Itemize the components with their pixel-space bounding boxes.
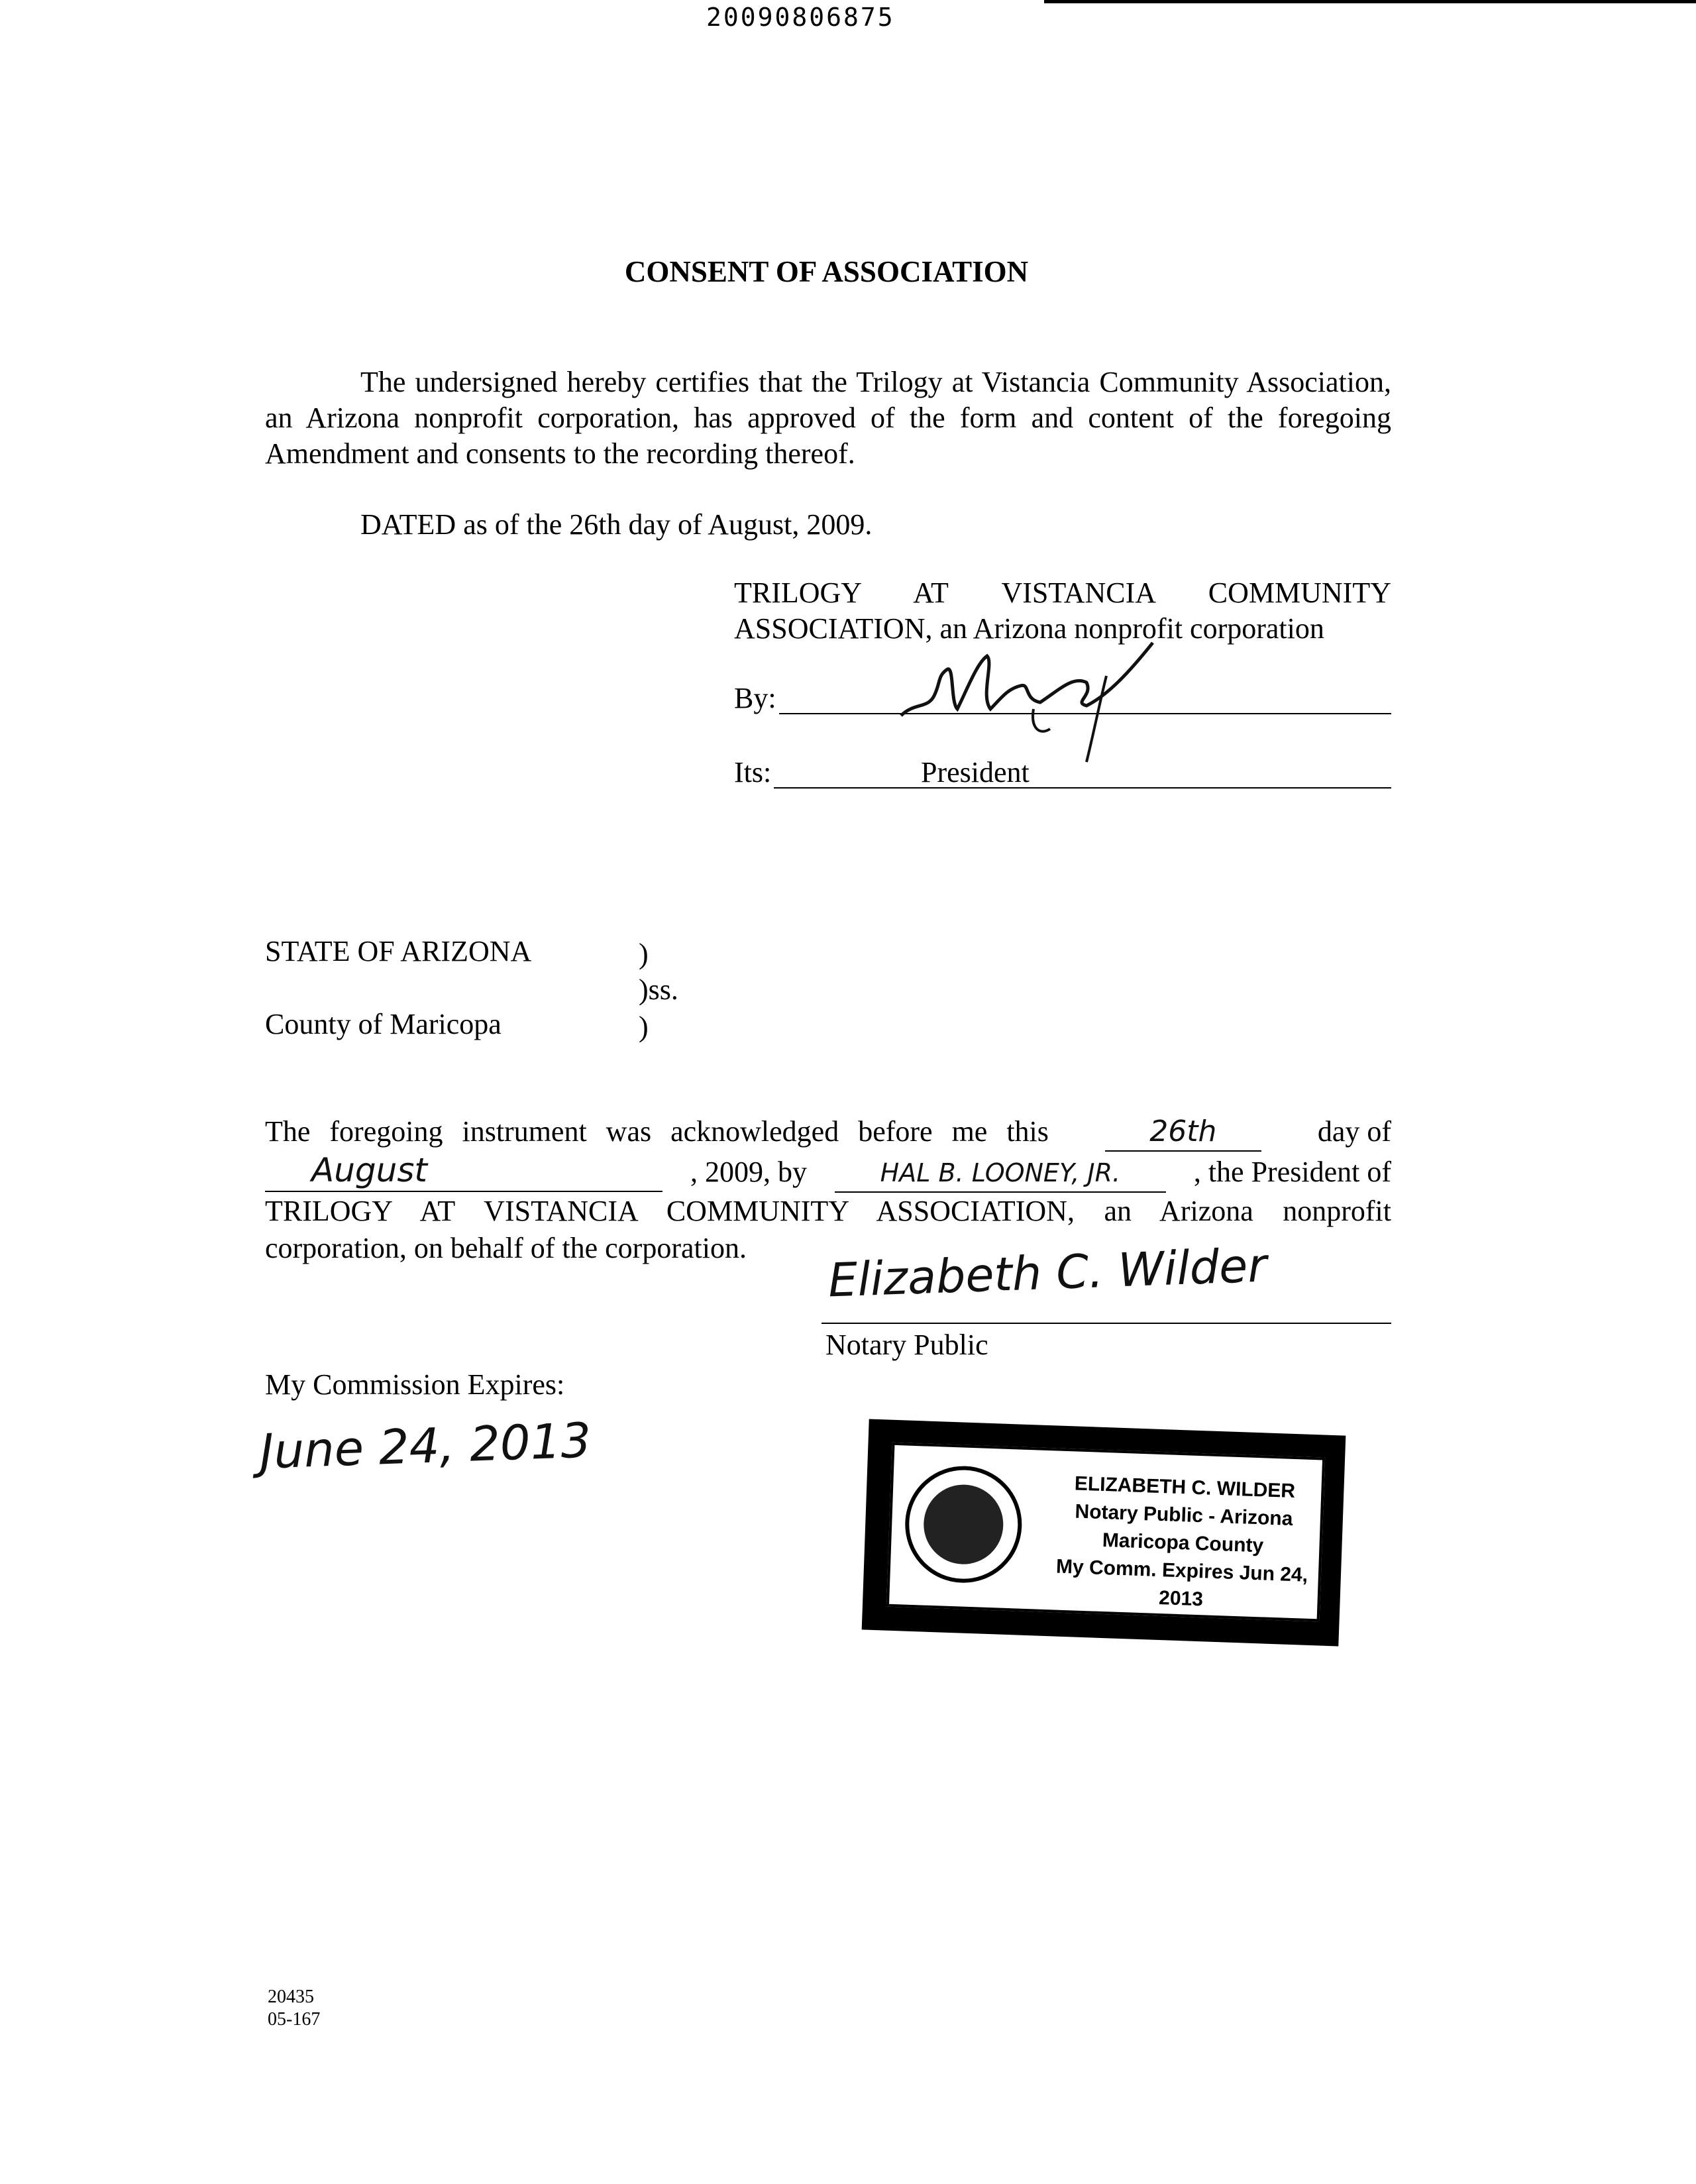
ack-day-handwritten: 26th [1149, 1115, 1217, 1148]
top-rule [1044, 0, 1696, 3]
stamp-line-4: My Comm. Expires Jun 24, 2013 [1055, 1555, 1308, 1611]
venue-county: County of Maricopa [265, 1008, 502, 1040]
venue-paren-2: ) [639, 1010, 649, 1043]
ack-name-handwritten: HAL B. LOONEY, JR. [880, 1158, 1121, 1187]
ack-day-field [1105, 1113, 1261, 1152]
venue-paren-1: ) [639, 938, 649, 970]
dated-line: DATED as of the 26th day of August, 2009. [360, 508, 873, 541]
ack-month-handwritten: August [311, 1151, 427, 1189]
ack-text-4: , the President of [1193, 1156, 1391, 1188]
notary-signature-line [822, 1323, 1391, 1324]
state-seal-icon [903, 1464, 1024, 1585]
venue-ss: )ss. [639, 973, 678, 1006]
ack-text-2: day of [1317, 1115, 1391, 1148]
notary-label: Notary Public [825, 1329, 988, 1361]
ack-line-1 [265, 1113, 1391, 1152]
its-value: President [921, 756, 1030, 789]
ack-text-6: corporation, on behalf of the corporation. [265, 1232, 747, 1264]
ack-line-2 [265, 1152, 1391, 1193]
document-title: CONSENT OF ASSOCIATION [624, 255, 1029, 288]
notary-signature: Elizabeth C. Wilder [827, 1238, 1268, 1308]
certification-paragraph: The undersigned hereby certifies that the Trilogy at Vistancia Community Association, an Arizona nonprofit corporation, has approved of the form and content of the foregoing Amendment and consents to the recording thereof. [265, 366, 1391, 470]
org-line-1: TRILOGY AT VISTANCIA COMMUNITY [734, 576, 1391, 609]
notary-stamp-inner [886, 1443, 1325, 1622]
org-line-2: ASSOCIATION, an Arizona nonprofit corporation [734, 612, 1324, 645]
president-signature [888, 636, 1192, 769]
ack-text-5: TRILOGY AT VISTANCIA COMMUNITY ASSOCIATION, an Arizona nonprofit [265, 1195, 1391, 1227]
ack-month-field [265, 1152, 662, 1192]
commission-handwritten: June 24, 2013 [258, 1412, 592, 1480]
ack-text-3: , 2009, by [690, 1156, 807, 1188]
footer-code-1: 20435 [268, 1987, 314, 2007]
stamp-text [1041, 1469, 1324, 1618]
by-label: By: [734, 682, 776, 714]
stamp-line-1: ELIZABETH C. WILDER [1074, 1472, 1296, 1503]
ack-name-field [835, 1154, 1166, 1193]
its-line [774, 787, 1391, 789]
stamp-line-2: Notary Public - Arizona [1075, 1500, 1293, 1530]
venue-state: STATE OF ARIZONA [265, 935, 532, 967]
its-label: Its: [734, 756, 772, 789]
notary-stamp [862, 1419, 1346, 1647]
footer-code-2: 05-167 [268, 2009, 321, 2030]
ack-text-1: The foregoing instrument was acknowledged before me this [265, 1115, 1049, 1148]
state-seal-center [922, 1484, 1004, 1566]
commission-label: My Commission Expires: [265, 1368, 565, 1401]
stamp-line-3: Maricopa County [1102, 1529, 1264, 1557]
record-number: 20090806875 [706, 3, 895, 32]
